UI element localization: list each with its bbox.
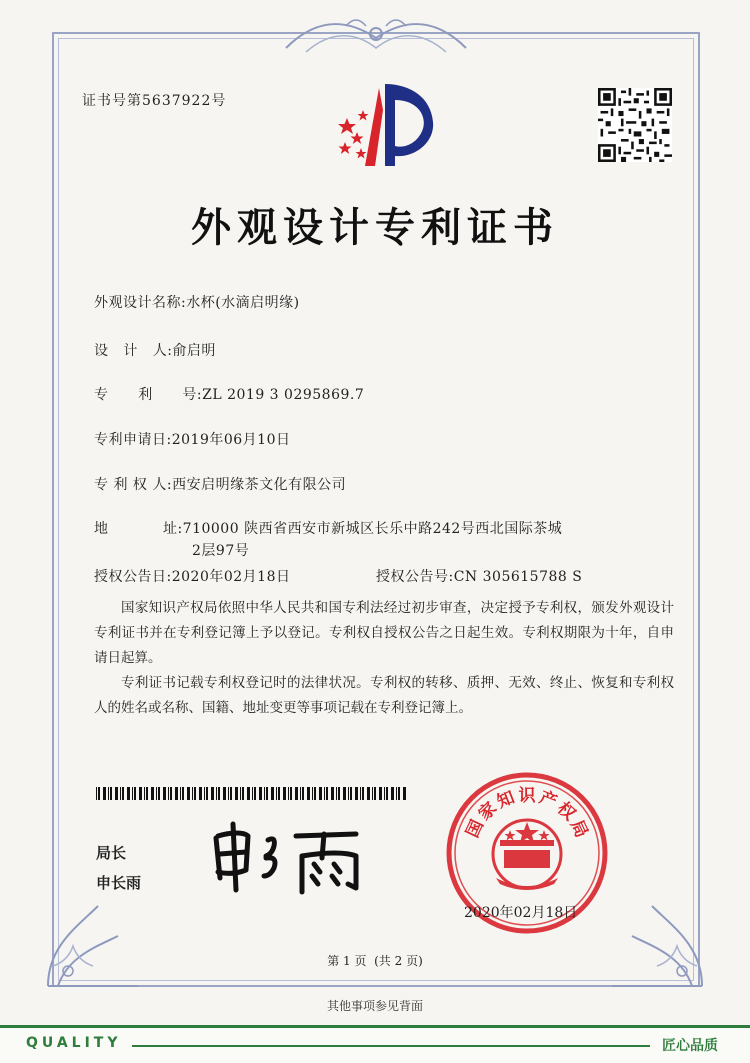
top-ornament-icon <box>276 8 476 60</box>
grant-number-row <box>376 566 582 586</box>
address-line1: 710000 陕西省西安市新城区长乐中路242号西北国际茶城 <box>182 521 563 537</box>
design-name-label: 外观设计名称: <box>94 295 187 311</box>
designer-row <box>94 340 216 360</box>
seal-character: 产 <box>536 787 560 813</box>
grant-date-value: 2020年02月18日 <box>171 569 291 585</box>
designer-label: 设 计 人: <box>94 343 173 359</box>
certificate-title: 外观设计专利证书 <box>191 204 559 251</box>
signature-name: 申长雨 <box>96 874 142 892</box>
patent-number-row <box>94 384 364 404</box>
seal-date: 2020年02月18日 <box>464 905 578 921</box>
filing-date-row <box>94 429 290 449</box>
patent-number-label: 专 利 号: <box>94 387 203 403</box>
body-paragraph: 国家知识产权局依照中华人民共和国专利法经过初步审查，决定授予专利权，颁发外观设计专利证书并在专利登记簿上予以登记。专利权自授权公告之日起生效。专利权期限为十年，自申请日起算。 <box>94 600 674 666</box>
design-name-value: 水杯(水滴启明缘) <box>186 295 300 311</box>
handwritten-signature <box>206 818 386 898</box>
qr-code-icon <box>598 88 672 162</box>
footer-bar <box>0 1025 750 1063</box>
seal-character: 权 <box>553 798 580 825</box>
corner-ornament-icon <box>38 886 148 996</box>
footer-divider <box>0 1025 750 1028</box>
address-line2: 2层97号 <box>192 543 250 559</box>
seal-character: 家 <box>474 798 501 825</box>
patent-office-logo-icon <box>325 80 437 170</box>
grant-date-row <box>94 566 290 586</box>
address-label: 地 址: <box>94 521 183 537</box>
barcode-icon <box>96 787 410 800</box>
certificate-body <box>94 596 674 721</box>
grant-number-label: 授权公告号: <box>376 569 454 585</box>
seal-character: 知 <box>494 787 518 813</box>
design-name-row <box>94 292 300 312</box>
body-paragraph: 专利证书记载专利权登记时的法律状况。专利权的转移、质押、无效、终止、恢复和专利权人的姓名或名称、国籍、地址变更等事项记载在专利登记簿上。 <box>94 675 674 716</box>
footer-quality-label: QUALITY <box>26 1035 122 1051</box>
seal-character: 国 <box>462 816 488 841</box>
page-number: 第 1 页 (共 2 页) <box>327 954 423 968</box>
patentee-row <box>94 474 346 494</box>
seal-character: 识 <box>518 786 536 806</box>
grant-number-value: CN 305615788 S <box>453 569 583 585</box>
corner-ornament-icon <box>602 886 712 996</box>
patent-number-value: ZL 2019 3 0295869.7 <box>202 387 365 403</box>
patentee-label: 专 利 权 人: <box>94 477 173 493</box>
patentee-value: 西安启明缘茶文化有限公司 <box>172 477 347 493</box>
seal-character: 局 <box>566 816 592 841</box>
grant-date-label: 授权公告日: <box>94 569 172 585</box>
filing-date-value: 2019年06月10日 <box>171 432 291 448</box>
designer-value: 俞启明 <box>172 343 216 359</box>
footer-line <box>132 1045 650 1047</box>
address-row <box>94 518 562 538</box>
back-note: 其他事项参见背面 <box>326 999 423 1013</box>
footer-brand: 匠心品质 <box>662 1038 718 1054</box>
filing-date-label: 专利申请日: <box>94 432 172 448</box>
signature-title: 局长 <box>96 844 127 862</box>
certificate-number: 证书号第5637922号 <box>82 93 227 109</box>
